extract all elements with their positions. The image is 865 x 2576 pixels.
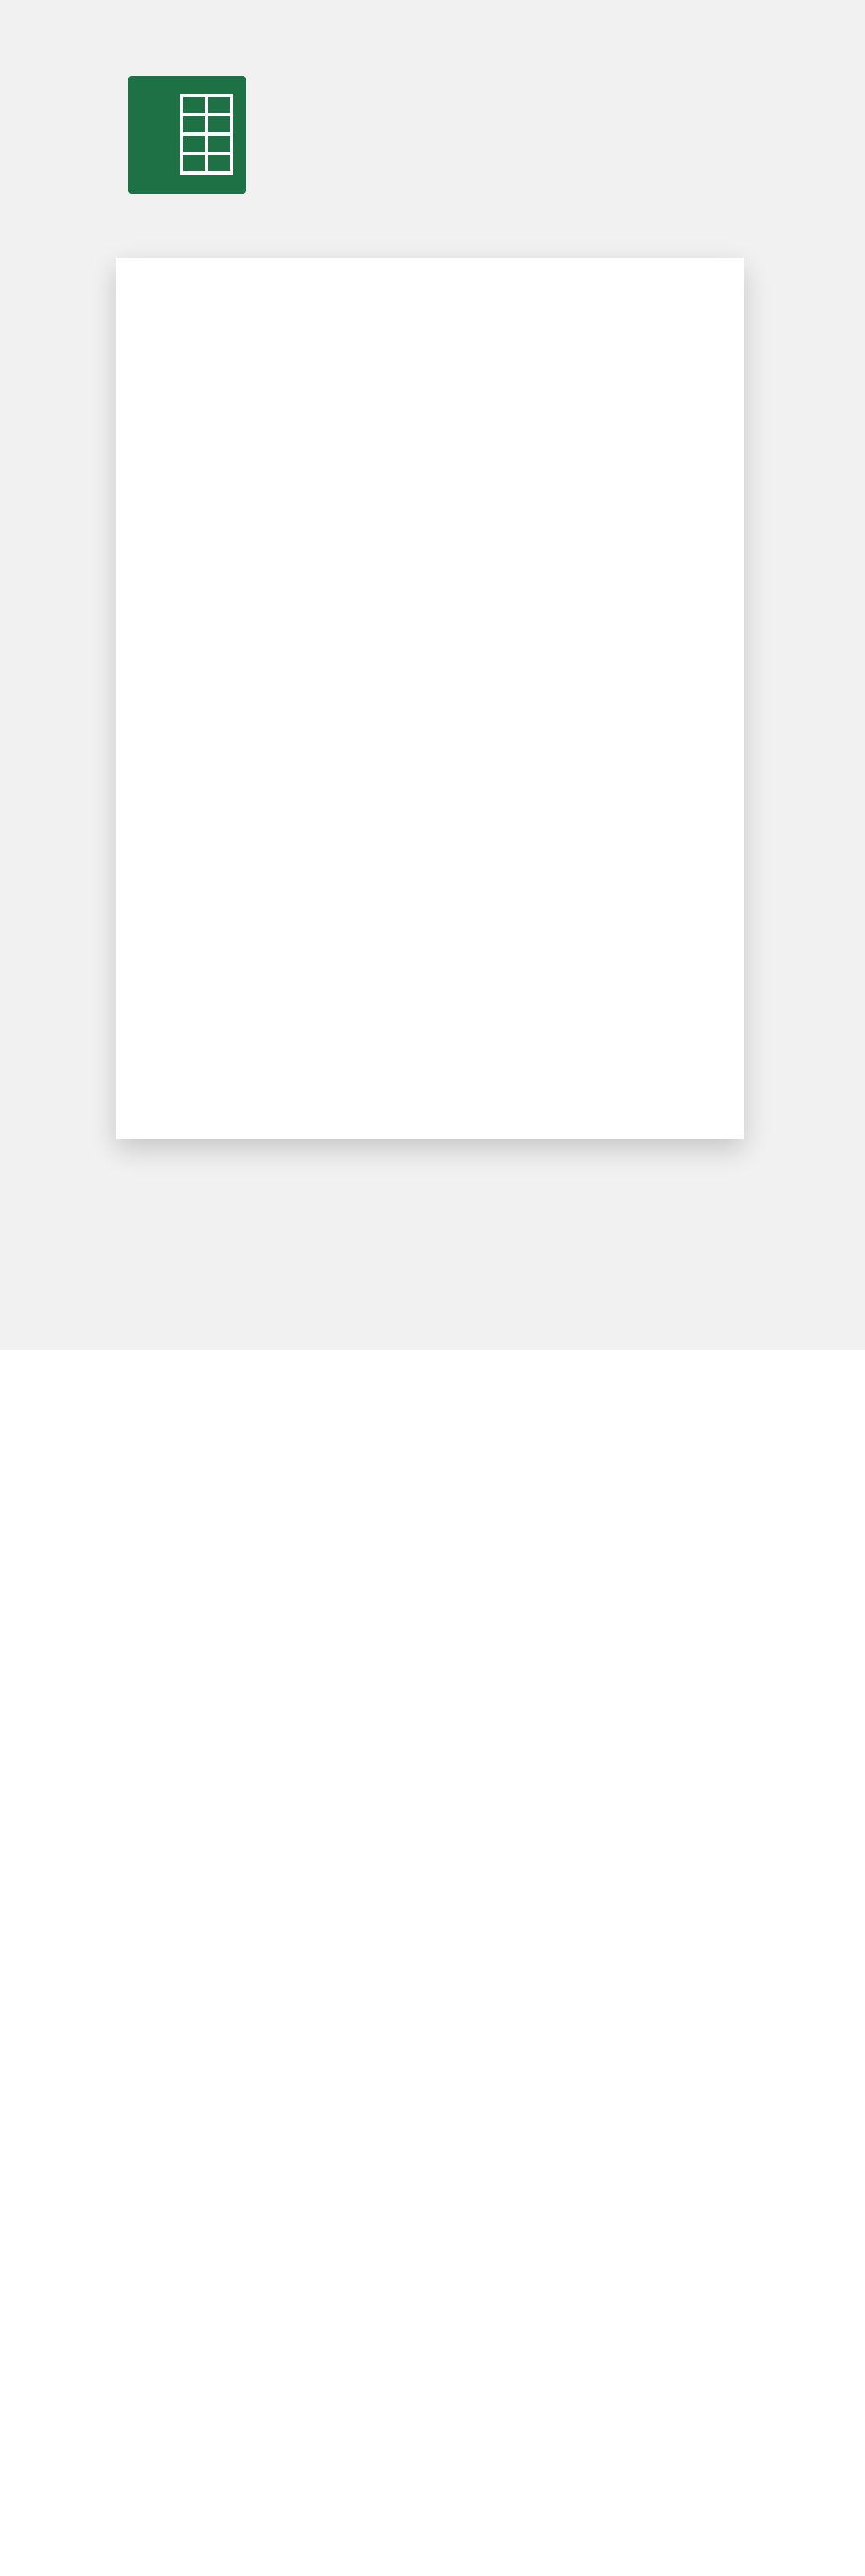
paper-preview xyxy=(116,258,744,1139)
detail-area xyxy=(0,1350,865,2576)
excel-icon xyxy=(128,76,246,194)
